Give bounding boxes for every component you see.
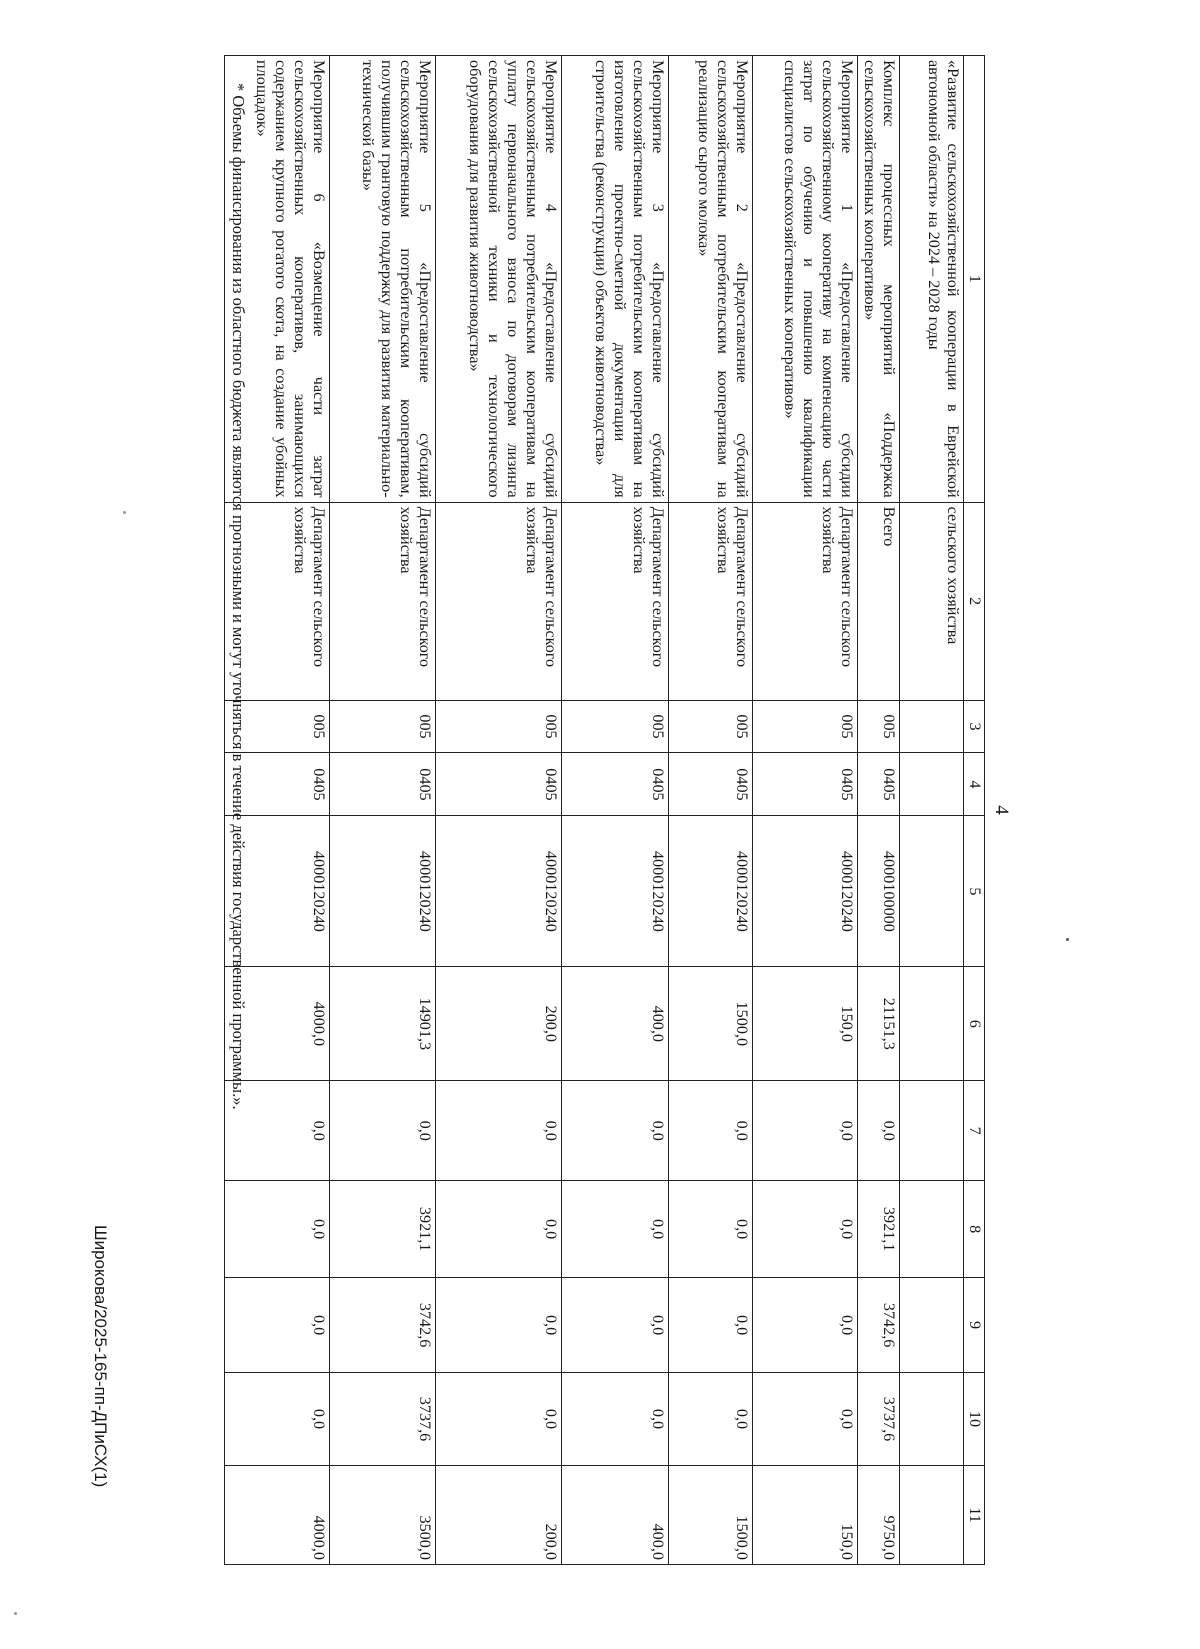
executor-cell: Департамент сельского хозяйства [225,502,330,700]
scan-speck [123,511,126,514]
column-header: 9 [964,1278,985,1373]
value-cell: 1500,0 [669,967,753,1081]
value-cell: 0,0 [436,1081,562,1181]
csr-cell: 4000120240 [225,816,330,967]
value-cell: 3500,0 [330,1465,436,1564]
executor-cell: Департамент сельского хозяйства [436,502,562,700]
table-row [858,56,900,1565]
value-cell: 0,0 [330,1081,436,1181]
value-cell: 3737,6 [858,1373,900,1466]
executor-cell: Департамент сельского хозяйства [753,502,858,700]
complex-title-cell: Комплекс процессных мероприятий «Поддержка сельскохозяйственных кооперативов» [858,56,900,503]
value-cell [900,1465,964,1564]
value-cell: 0,0 [225,1081,330,1181]
measure-title-cell: Мероприятие 4 «Предоставление субсидий сельскохозяйственным потребительским кооперативам на уплату первоначального взноса по договорам лизинга сельскохозяйственной техники и технологического оборудования для развития животноводства» [436,56,562,503]
budget-table [224,55,985,1565]
measure-title-cell: Мероприятие 5 «Предоставление субсидий сельскохозяйственным потребительским кооперативам, получившим грантовую поддержку для развития материально-технической базы» [330,56,436,503]
value-cell: 0,0 [669,1081,753,1181]
scan-speck [14,1612,17,1615]
document-code: Широкова/2025-165-пп-ДПиСХ(1) [91,1225,110,1488]
csr-cell: 4000120240 [669,816,753,967]
grbs-cell: 005 [330,700,436,753]
column-header: 3 [964,700,985,753]
value-cell: 3921,1 [858,1181,900,1278]
value-cell: 4000,0 [225,1465,330,1564]
value-cell: 0,0 [669,1181,753,1278]
table-row [900,56,964,1565]
value-cell: 14901,3 [330,967,436,1081]
table-row [562,56,669,1565]
value-cell: 3742,6 [858,1278,900,1373]
csr-cell: 4000100000 [858,816,900,967]
value-cell: 0,0 [669,1373,753,1466]
column-header: 11 [964,1465,985,1564]
executor-cell: Департамент сельского хозяйства [562,502,669,700]
table-header-row [964,56,985,1565]
grbs-cell: 005 [225,700,330,753]
grbs-cell: 005 [753,700,858,753]
rzpr-cell: 0405 [669,753,753,816]
csr-cell: 4000120240 [436,816,562,967]
value-cell [900,1081,964,1181]
rzpr-cell: 0405 [753,753,858,816]
table-row [436,56,562,1565]
value-cell: 0,0 [436,1373,562,1466]
footnote: * Объемы финансирования из областного бюджета являются прогнозными и могут уточняться в течение действия государственной программы.». [229,83,248,1110]
value-cell [900,1373,964,1466]
column-header: 7 [964,1081,985,1181]
column-header: 6 [964,967,985,1081]
value-cell: 0,0 [753,1181,858,1278]
value-cell: 0,0 [669,1278,753,1373]
value-cell: 3921,1 [330,1181,436,1278]
table-row [753,56,858,1565]
grbs-cell: 005 [669,700,753,753]
column-header: 2 [964,502,985,700]
column-header: 4 [964,753,985,816]
column-header: 5 [964,816,985,967]
csr-cell [900,816,964,967]
value-cell: 9750,0 [858,1465,900,1564]
value-cell: 200,0 [436,967,562,1081]
column-header: 8 [964,1181,985,1278]
value-cell: 0,0 [225,1181,330,1278]
value-cell: 0,0 [753,1278,858,1373]
grbs-cell: 005 [436,700,562,753]
value-cell [900,1181,964,1278]
rzpr-cell: 0405 [436,753,562,816]
grbs-cell: 005 [858,700,900,753]
value-cell: 0,0 [562,1373,669,1466]
column-header: 1 [964,56,985,503]
table-row [330,56,436,1565]
value-cell: 150,0 [753,1465,858,1564]
value-cell: 0,0 [436,1278,562,1373]
rzpr-cell: 0405 [562,753,669,816]
page-number: 4 [991,805,1012,815]
scan-speck [1066,938,1069,941]
table-row [669,56,753,1565]
measure-title-cell: Мероприятие 6 «Возмещение части затрат сельскохозяйственных кооперативов, занимающихся содержанием крупного рогатого скота, на создание убойных площадок» [225,56,330,503]
value-cell: 1500,0 [669,1465,753,1564]
value-cell: 0,0 [436,1181,562,1278]
value-cell: 150,0 [753,967,858,1081]
grbs-cell: 005 [562,700,669,753]
executor-cell: Департамент сельского хозяйства [669,502,753,700]
value-cell: 400,0 [562,1465,669,1564]
measure-title-cell: Мероприятие 2 «Предоставление субсидий сельскохозяйственным потребительским кооперативам на реализацию сырого молока» [669,56,753,503]
value-cell [900,967,964,1081]
csr-cell: 4000120240 [330,816,436,967]
value-cell: 21151,3 [858,967,900,1081]
value-cell: 0,0 [562,1181,669,1278]
value-cell: 0,0 [858,1081,900,1181]
rotated-document-sheet [91,55,1020,1565]
value-cell: 0,0 [562,1278,669,1373]
value-cell: 0,0 [225,1278,330,1373]
measure-title-cell: Мероприятие 3 «Предоставление субсидий сельскохозяйственным потребительским кооперативам на изготовление проектно-сметной документации для строительства (реконструкции) объектов животноводства» [562,56,669,503]
rzpr-cell: 0405 [330,753,436,816]
value-cell: 0,0 [562,1081,669,1181]
value-cell: 4000,0 [225,967,330,1081]
rzpr-cell: 0405 [225,753,330,816]
rzpr-cell [900,753,964,816]
value-cell: 0,0 [225,1373,330,1466]
column-header: 10 [964,1373,985,1466]
csr-cell: 4000120240 [562,816,669,967]
grbs-cell [900,700,964,753]
value-cell: 0,0 [753,1373,858,1466]
value-cell: 0,0 [753,1081,858,1181]
executor-cell: сельского хозяйства [900,502,964,700]
rzpr-cell: 0405 [858,753,900,816]
value-cell: 3737,6 [330,1373,436,1466]
program-title-cell: «Развитие сельскохозяйственной кооперации в Еврейской автономной области» на 2024 – 2028 годы [900,56,964,503]
executor-cell: Всего [858,502,900,700]
value-cell [900,1278,964,1373]
value-cell: 400,0 [562,967,669,1081]
csr-cell: 4000120240 [753,816,858,967]
value-cell: 200,0 [436,1465,562,1564]
value-cell: 3742,6 [330,1278,436,1373]
measure-title-cell: Мероприятие 1 «Предоставление субсидии сельскохозяйственному кооперативу на компенсацию части затрат по обучению и повышению квалификации специалистов сельскохозяйственных кооперативов» [753,56,858,503]
executor-cell: Департамент сельского хозяйства [330,502,436,700]
